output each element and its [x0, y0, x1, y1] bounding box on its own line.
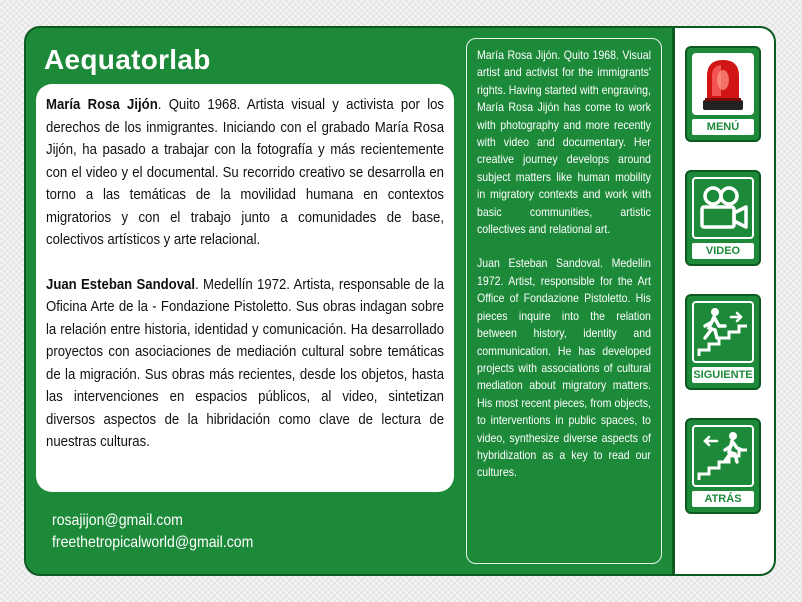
menu-label: MENÚ [692, 119, 754, 135]
bio-paragraph-1 [46, 94, 444, 252]
artist-name-2: Juan Esteban Sandoval [46, 276, 196, 293]
exit-stairs-down-icon [692, 425, 754, 487]
video-label: VIDEO [692, 243, 754, 259]
bio-paragraph-2 [46, 274, 444, 454]
siren-icon [692, 53, 754, 115]
bio-text-2: . Medellín 1972. Artista, responsable de la Oficina Arte de la - Fondazione Pistoletto. Sus obras indagan sobre la relación entre historia, identidad y comunicación. Ha desarrollado proyectos con asociaciones de mediación cultural sobre temáticas de la migración. Sus obras más recientes, desde los objetos, hasta las intervenciones en espacios públicos, al video, sintetizan diversos aspectos de la hibridación como clave de lectura de nuestras culturas. [46, 276, 445, 450]
bio-text-1: . Quito 1968. Artista visual y activista por los derechos de los inmigrantes. Iniciando con el grabado María Rosa Jijón, ha pasado a trabajar con la fotografía y más recientemente con el video y el documental. Su recorrido creativo se desarrolla en torno a las temáticas de la movilidad humana en contextos migratorios y con el trabajo junto a comunidades de base, colectivos artísticos y arte relacional. [46, 97, 445, 248]
english-bio-card [466, 38, 662, 564]
video-button[interactable] [685, 170, 761, 266]
artist-name-1: María Rosa Jijón [46, 97, 158, 113]
contact-emails [52, 510, 253, 554]
email-link-2[interactable]: freethetropicalworld@gmail.com [52, 534, 254, 551]
nav-sidebar [672, 28, 776, 574]
app-title: Aequatorlab [44, 44, 211, 75]
next-label: SIGUIENTE [693, 369, 753, 381]
main-panel [24, 26, 776, 576]
back-button[interactable] [685, 418, 761, 514]
email-link-1[interactable]: rosajijon@gmail.com [52, 512, 183, 529]
exit-stairs-up-icon [692, 301, 754, 363]
video-camera-icon [692, 177, 754, 239]
menu-button[interactable] [685, 46, 761, 142]
back-label: ATRÁS [692, 491, 754, 507]
spanish-bio-card [36, 84, 454, 492]
next-button[interactable] [685, 294, 761, 390]
english-paragraph-2: Juan Esteban Sandoval. Medellin 1972. Artist, responsible for the Art Office of Fondazione Pistoletto. His pieces inquire into the relation between history, identity and communication. He has developed projects with associations of cultural mediation about migratory matters. His most recent pieces, from objects, to interventions in public spaces, to video, synthesize diverse aspects of hybridization as a key to read our cultures. [477, 256, 651, 480]
english-paragraph-1: María Rosa Jijón. Quito 1968. Visual artist and activist for the immigrants' rights. Having started with engraving, María Rosa Jijón has come to work with photography and more recently with video and documentary. Her creative journey develops around subject matters like human mobility in migratory contexts and work with basic communities, artistic collectives and relational art. [477, 48, 651, 237]
